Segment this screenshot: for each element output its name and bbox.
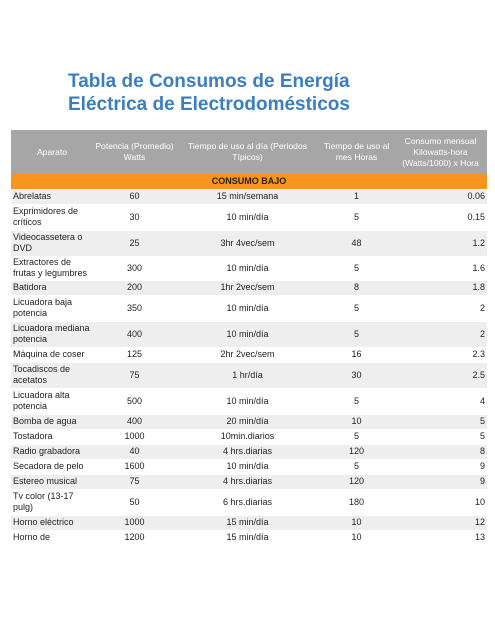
cell-potencia: 75 (93, 474, 176, 489)
cell-potencia: 200 (93, 280, 176, 295)
cell-consumo: 13 (394, 530, 487, 545)
cell-tiempo-dia: 15 min/día (176, 515, 319, 530)
cell-tiempo-mes: 5 (319, 429, 394, 444)
title-line-2: Eléctrica de Electrodomésticos (68, 94, 350, 115)
cell-aparato: Licuadora mediana potencia (11, 321, 93, 347)
table-row (11, 204, 487, 230)
cell-tiempo-mes: 5 (319, 388, 394, 414)
cell-tiempo-dia: 20 min/día (176, 414, 319, 429)
cell-tiempo-mes: 8 (319, 280, 394, 295)
cell-aparato: Máquina de coser (11, 347, 93, 362)
cell-tiempo-dia: 10 min/día (176, 459, 319, 474)
cell-potencia: 400 (93, 414, 176, 429)
cell-tiempo-mes: 30 (319, 362, 394, 388)
cell-consumo: 8 (394, 444, 487, 459)
cell-potencia: 350 (93, 295, 176, 321)
cell-consumo: 5 (394, 429, 487, 444)
cell-tiempo-mes: 16 (319, 347, 394, 362)
cell-tiempo-dia: 3hr 4vec/sem (176, 230, 319, 256)
header-potencia: Potencia (Promedio) Watts (93, 130, 176, 174)
cell-tiempo-mes: 10 (319, 530, 394, 545)
cell-tiempo-dia: 6 hrs.diarias (176, 489, 319, 515)
section-band-row (11, 174, 487, 189)
cell-tiempo-dia: 1hr 2vec/sem (176, 280, 319, 295)
header-tiempo-dia: Tiempo de uso al día (Periodos Típicos) (176, 130, 319, 174)
cell-potencia: 60 (93, 189, 176, 204)
cell-tiempo-mes: 180 (319, 489, 394, 515)
cell-potencia: 500 (93, 388, 176, 414)
table-row (11, 347, 487, 362)
cell-tiempo-mes: 10 (319, 515, 394, 530)
cell-consumo: 10 (394, 489, 487, 515)
cell-tiempo-mes: 120 (319, 444, 394, 459)
table-row (11, 230, 487, 256)
table-row (11, 489, 487, 515)
cell-consumo: 5 (394, 414, 487, 429)
cell-tiempo-dia: 10 min/día (176, 295, 319, 321)
cell-tiempo-dia: 15 min/día (176, 530, 319, 545)
cell-potencia: 75 (93, 362, 176, 388)
cell-tiempo-mes: 5 (319, 204, 394, 230)
table-row (11, 444, 487, 459)
cell-consumo: 0.15 (394, 204, 487, 230)
table-header-row (11, 130, 487, 174)
cell-consumo: 2 (394, 321, 487, 347)
table-row (11, 515, 487, 530)
cell-consumo: 2 (394, 295, 487, 321)
cell-aparato: Bomba de agua (11, 414, 93, 429)
cell-tiempo-dia: 2hr 2vec/sem (176, 347, 319, 362)
cell-potencia: 30 (93, 204, 176, 230)
cell-aparato: Exprimidores de críticos (11, 204, 93, 230)
cell-aparato: Radio grabadora (11, 444, 93, 459)
cell-tiempo-dia: 4 hrs.diarias (176, 474, 319, 489)
cell-aparato: Secadora de pelo (11, 459, 93, 474)
table-row (11, 295, 487, 321)
cell-consumo: 1.2 (394, 230, 487, 256)
cell-potencia: 125 (93, 347, 176, 362)
cell-potencia: 40 (93, 444, 176, 459)
cell-consumo: 4 (394, 388, 487, 414)
cell-tiempo-dia: 10min.diarios (176, 429, 319, 444)
cell-consumo: 12 (394, 515, 487, 530)
cell-aparato: Tostadora (11, 429, 93, 444)
cell-aparato: Tocadiscos de acetatos (11, 362, 93, 388)
cell-aparato: Batidora (11, 280, 93, 295)
header-consumo: Consumo mensual Kilowatts-hora (Watts/1000) x Hora (394, 130, 487, 174)
cell-consumo: 1.8 (394, 280, 487, 295)
table-row (11, 429, 487, 444)
cell-consumo: 1.6 (394, 256, 487, 280)
cell-potencia: 1600 (93, 459, 176, 474)
cell-consumo: 2.3 (394, 347, 487, 362)
cell-tiempo-mes: 5 (319, 256, 394, 280)
cell-potencia: 50 (93, 489, 176, 515)
cell-aparato: Licuadora alta potencia (11, 388, 93, 414)
cell-aparato: Tv color (13-17 pulg) (11, 489, 93, 515)
table-row (11, 189, 487, 204)
cell-consumo: 9 (394, 459, 487, 474)
cell-consumo: 9 (394, 474, 487, 489)
cell-consumo: 0.06 (394, 189, 487, 204)
page-title (68, 70, 350, 116)
cell-potencia: 1000 (93, 429, 176, 444)
cell-tiempo-dia: 1 hr/día (176, 362, 319, 388)
table-row (11, 388, 487, 414)
cell-aparato: Horno eléctrico (11, 515, 93, 530)
cell-consumo: 2.5 (394, 362, 487, 388)
header-aparato: Aparato (11, 130, 93, 174)
header-tiempo-mes: Tiempo de uso al mes Horas (319, 130, 394, 174)
cell-tiempo-mes: 10 (319, 414, 394, 429)
section-label: CONSUMO BAJO (11, 174, 487, 189)
cell-tiempo-dia: 15 min/semana (176, 189, 319, 204)
energy-consumption-table (11, 130, 487, 546)
table-row (11, 256, 487, 280)
cell-tiempo-mes: 120 (319, 474, 394, 489)
table-row (11, 474, 487, 489)
table-body (11, 174, 487, 545)
cell-aparato: Licuadora baja potencia (11, 295, 93, 321)
table-row (11, 362, 487, 388)
table-row (11, 530, 487, 545)
cell-aparato: Estereo musical (11, 474, 93, 489)
cell-tiempo-mes: 5 (319, 321, 394, 347)
cell-tiempo-mes: 5 (319, 295, 394, 321)
cell-aparato: Extractores de frutas y legumbres (11, 256, 93, 280)
cell-aparato: Videocassetera o DVD (11, 230, 93, 256)
cell-tiempo-dia: 10 min/día (176, 388, 319, 414)
cell-potencia: 300 (93, 256, 176, 280)
cell-aparato: Abrelatas (11, 189, 93, 204)
cell-potencia: 400 (93, 321, 176, 347)
title-line-1: Tabla de Consumos de Energía (68, 71, 350, 92)
cell-tiempo-dia: 10 min/día (176, 321, 319, 347)
cell-tiempo-dia: 10 min/día (176, 256, 319, 280)
cell-aparato: Horno de (11, 530, 93, 545)
table-row (11, 321, 487, 347)
cell-tiempo-mes: 5 (319, 459, 394, 474)
table-row (11, 280, 487, 295)
table-row (11, 414, 487, 429)
cell-tiempo-dia: 10 min/día (176, 204, 319, 230)
cell-potencia: 1000 (93, 515, 176, 530)
table-row (11, 459, 487, 474)
cell-tiempo-mes: 48 (319, 230, 394, 256)
cell-tiempo-mes: 1 (319, 189, 394, 204)
cell-potencia: 1200 (93, 530, 176, 545)
cell-tiempo-dia: 4 hrs.diarias (176, 444, 319, 459)
cell-potencia: 25 (93, 230, 176, 256)
